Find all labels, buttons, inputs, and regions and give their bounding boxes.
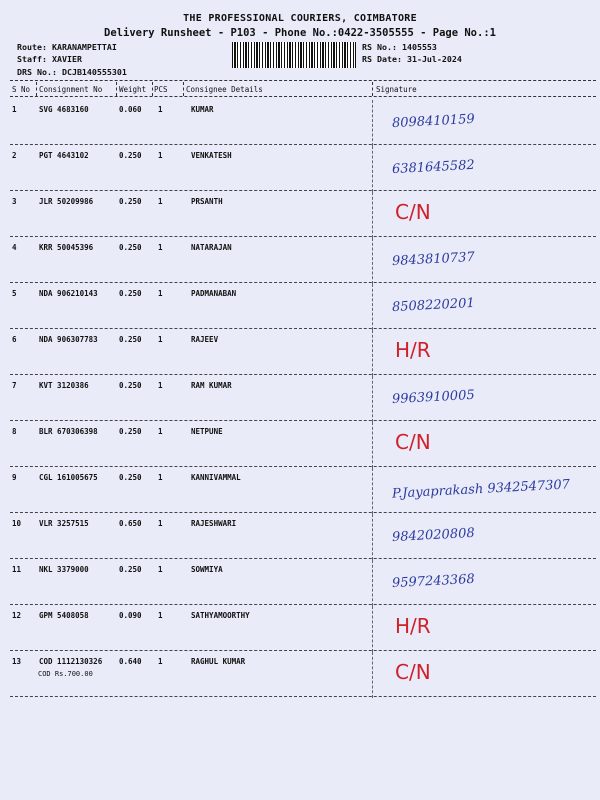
signature-divider: [372, 652, 373, 698]
row-divider: [10, 696, 596, 697]
row-sno: 9: [12, 473, 17, 482]
row-consignment-no: PGT 4643102: [39, 151, 89, 160]
handwritten-signature: H/R: [395, 614, 431, 638]
row-divider: [10, 558, 596, 559]
table-row: [0, 146, 600, 192]
row-divider: [10, 604, 596, 605]
col-divider: [116, 82, 117, 96]
row-weight: 0.650: [119, 519, 142, 528]
table-row: [0, 422, 600, 468]
staff-label: Staff: XAVIER: [17, 54, 82, 64]
row-sno: 3: [12, 197, 17, 206]
row-consignee: SOWMIYA: [191, 565, 223, 574]
row-pcs: 1: [158, 105, 163, 114]
row-pcs: 1: [158, 381, 163, 390]
handwritten-signature: 8508220201: [391, 295, 476, 316]
row-weight: 0.250: [119, 565, 142, 574]
row-weight: 0.090: [119, 611, 142, 620]
row-consignee: NATARAJAN: [191, 243, 232, 252]
row-divider: [10, 328, 596, 329]
row-pcs: 1: [158, 243, 163, 252]
signature-divider: [372, 468, 373, 514]
cod-amount-note: COD Rs.700.00: [38, 670, 93, 678]
row-weight: 0.250: [119, 335, 142, 344]
row-consignee: SATHYAMOORTHY: [191, 611, 250, 620]
row-consignment-no: NKL 3379000: [39, 565, 89, 574]
row-consignee: RAJESHWARI: [191, 519, 237, 528]
row-divider: [10, 236, 596, 237]
row-sno: 11: [12, 565, 22, 574]
col-header-consignee: Consignee Details: [186, 85, 263, 94]
col-header-consignment: Consignment No: [39, 85, 103, 94]
signature-divider: [372, 100, 373, 146]
row-sno: 7: [12, 381, 17, 390]
row-pcs: 1: [158, 289, 163, 298]
runsheet-subtitle: Delivery Runsheet - P103 - Phone No.:0422-3505555 - Page No.:1: [104, 27, 496, 39]
row-weight: 0.250: [119, 381, 142, 390]
row-weight: 0.640: [119, 657, 142, 666]
signature-divider: [372, 560, 373, 606]
row-divider: [10, 374, 596, 375]
row-sno: 2: [12, 151, 17, 160]
row-consignee: RAM KUMAR: [191, 381, 232, 390]
row-divider: [10, 420, 596, 421]
row-consignment-no: KVT 3120386: [39, 381, 89, 390]
col-divider: [372, 82, 373, 96]
row-consignment-no: GPM 5408058: [39, 611, 89, 620]
col-header-sno: S No: [12, 85, 31, 94]
row-sno: 8: [12, 427, 17, 436]
row-divider: [10, 144, 596, 145]
handwritten-signature: C/N: [395, 200, 431, 224]
table-row: [0, 606, 600, 652]
col-divider: [183, 82, 184, 96]
row-consignment-no: KRR 50045396: [39, 243, 94, 252]
handwritten-signature: C/N: [395, 430, 431, 454]
row-sno: 6: [12, 335, 17, 344]
row-sno: 1: [12, 105, 17, 114]
table-row: [0, 376, 600, 422]
row-divider: [10, 466, 596, 467]
row-divider: [10, 650, 596, 651]
row-sno: 4: [12, 243, 17, 252]
rs-date: RS Date: 31-Jul-2024: [362, 54, 462, 64]
row-weight: 0.250: [119, 197, 142, 206]
handwritten-signature: 8098410159: [391, 111, 476, 132]
table-row: [0, 238, 600, 284]
row-consignment-no: NDA 906307783: [39, 335, 98, 344]
signature-divider: [372, 514, 373, 560]
company-title: THE PROFESSIONAL COURIERS, COIMBATORE: [183, 13, 417, 24]
row-pcs: 1: [158, 657, 163, 666]
row-consignee: PADMANABAN: [191, 289, 237, 298]
row-consignment-no: CGL 161005675: [39, 473, 98, 482]
drs-number: DRS No.: DCJB140555301: [17, 67, 127, 77]
handwritten-signature: 9597243368: [391, 571, 476, 592]
table-row: [0, 468, 600, 514]
table-row: [0, 560, 600, 606]
row-weight: 0.250: [119, 243, 142, 252]
table-row: [0, 284, 600, 330]
signature-divider: [372, 422, 373, 468]
table-row: [0, 192, 600, 238]
handwritten-signature: C/N: [395, 660, 431, 684]
handwritten-signature: P.Jayaprakash 9342547307: [391, 477, 571, 502]
row-pcs: 1: [158, 519, 163, 528]
row-sno: 10: [12, 519, 22, 528]
row-pcs: 1: [158, 611, 163, 620]
handwritten-signature: H/R: [395, 338, 431, 362]
row-consignment-no: COD 1112130326: [39, 657, 103, 666]
col-header-pcs: PCS: [154, 85, 168, 94]
row-consignee: RAJEEV: [191, 335, 219, 344]
handwritten-signature: 9842020808: [391, 525, 476, 546]
table-row: [0, 330, 600, 376]
signature-divider: [372, 284, 373, 330]
rs-number: RS No.: 1405553: [362, 42, 437, 52]
row-consignment-no: BLR 670306398: [39, 427, 98, 436]
row-consignee: KUMAR: [191, 105, 214, 114]
row-consignment-no: JLR 50209986: [39, 197, 94, 206]
row-pcs: 1: [158, 473, 163, 482]
col-divider: [36, 82, 37, 96]
row-sno: 5: [12, 289, 17, 298]
row-pcs: 1: [158, 427, 163, 436]
signature-divider: [372, 146, 373, 192]
row-consignment-no: NDA 906210143: [39, 289, 98, 298]
row-consignee: NETPUNE: [191, 427, 223, 436]
row-pcs: 1: [158, 197, 163, 206]
row-consignment-no: SVG 4683160: [39, 105, 89, 114]
header-top-line: [10, 80, 596, 81]
row-divider: [10, 282, 596, 283]
row-weight: 0.250: [119, 427, 142, 436]
signature-divider: [372, 192, 373, 238]
row-sno: 12: [12, 611, 22, 620]
row-consignee: VENKATESH: [191, 151, 232, 160]
row-consignment-no: VLR 3257515: [39, 519, 89, 528]
col-header-signature: Signature: [376, 85, 417, 94]
row-consignee: RAGHUL KUMAR: [191, 657, 246, 666]
signature-divider: [372, 606, 373, 652]
handwritten-signature: 9963910005: [391, 387, 476, 408]
row-consignee: PRSANTH: [191, 197, 223, 206]
row-sno: 13: [12, 657, 22, 666]
row-pcs: 1: [158, 151, 163, 160]
col-divider: [152, 82, 153, 96]
table-row: [0, 514, 600, 560]
signature-divider: [372, 376, 373, 422]
handwritten-signature: 6381645582: [391, 157, 476, 178]
signature-divider: [372, 330, 373, 376]
row-weight: 0.250: [119, 151, 142, 160]
row-divider: [10, 190, 596, 191]
signature-divider: [372, 238, 373, 284]
route-label: Route: KARANAMPETTAI: [17, 42, 117, 52]
col-header-weight: Weight: [119, 85, 147, 94]
row-consignee: KANNIVAMMAL: [191, 473, 241, 482]
row-weight: 0.060: [119, 105, 142, 114]
row-weight: 0.250: [119, 289, 142, 298]
table-row: [0, 100, 600, 146]
row-weight: 0.250: [119, 473, 142, 482]
handwritten-signature: 9843810737: [391, 249, 476, 270]
row-divider: [10, 512, 596, 513]
row-pcs: 1: [158, 565, 163, 574]
row-pcs: 1: [158, 335, 163, 344]
barcode-image: [232, 42, 356, 68]
header-bottom-line: [10, 96, 596, 97]
